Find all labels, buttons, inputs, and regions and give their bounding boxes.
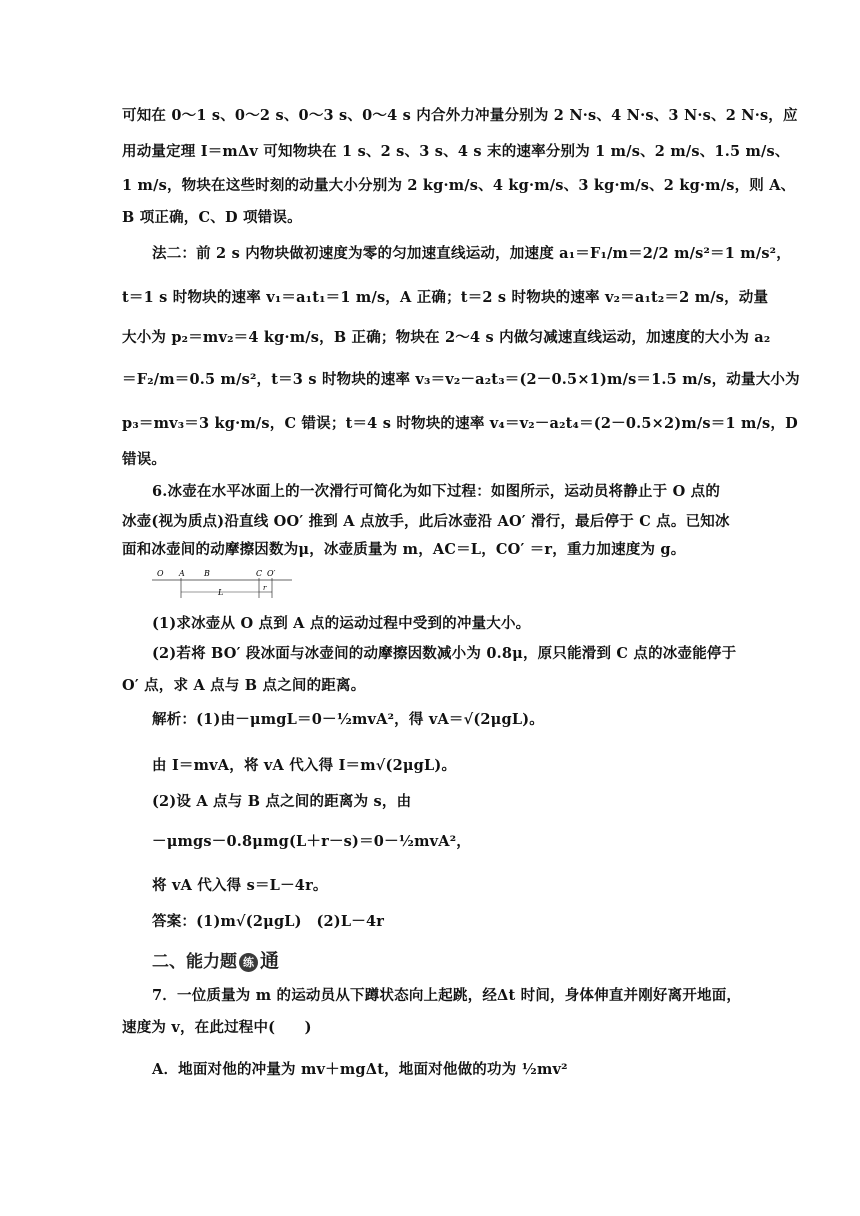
text-line: 6.冰壶在水平冰面上的一次滑行可简化为如下过程：如图所示，运动员将静止于 O 点的 [152,483,721,500]
section-suffix: 通 [260,950,280,972]
text-line: p₃＝mv₃＝3 kg·m/s，C 错误；t＝4 s 时物块的速率 v₄＝v₂－a₂t₄＝(2－0.5×2)m/s＝1 m/s，D [122,415,798,432]
text-line: 解析：(1)由－μmgL＝0－½mvA²，得 vA＝√(2μgL)。 [152,711,544,728]
section-heading [152,946,279,973]
section-badge: 练 [239,953,258,972]
text-line: 由 I＝mvA，将 vA 代入得 I＝m√(2μgL)。 [152,757,457,774]
ice-curling-diagram [152,568,302,600]
text-line: t＝1 s 时物块的速率 v₁＝a₁t₁＝1 m/s，A 正确；t＝2 s 时物块的速率 v₂＝a₁t₂＝2 m/s，动量 [122,289,769,306]
section-prefix: 二、能力题 [152,952,237,972]
text-line: (1)求冰壶从 O 点到 A 点的运动过程中受到的冲量大小。 [152,615,531,632]
text-line: 1 m/s，物块在这些时刻的动量大小分别为 2 kg·m/s、4 kg·m/s、3 kg·m/s、2 kg·m/s，则 A、 [122,177,796,194]
text-line: O′ 点，求 A 点与 B 点之间的距离。 [122,677,366,694]
question-line: 7．一位质量为 m 的运动员从下蹲状态向上起跳，经Δt 时间，身体伸直并刚好离开地面， [152,987,742,1004]
label-r: r [263,584,267,592]
text-line: (2)若将 BO′ 段冰面与冰壶间的动摩擦因数减小为 0.8μ，原只能滑到 C 点的冰壶能停于 [152,645,737,662]
label-B: B [204,569,210,578]
text-line: (2)设 A 点与 B 点之间的距离为 s，由 [152,793,412,810]
text-line: 用动量定理 I＝mΔv 可知物块在 1 s、2 s、3 s、4 s 末的速率分别为 1 m/s、2 m/s、1.5 m/s、 [122,143,790,160]
text-line: 面和冰壶间的动摩擦因数为μ，冰壶质量为 m，AC＝L，CO′ ＝r，重力加速度为 g。 [122,541,686,558]
text-line: 法二：前 2 s 内物块做初速度为零的匀加速直线运动，加速度 a₁＝F₁/m＝2/2 m/s²＝1 m/s²， [152,245,791,262]
text-line: 可知在 0～1 s、0～2 s、0～3 s、0～4 s 内合外力冲量分别为 2 N·s、4 N·s、3 N·s、2 N·s，应 [122,107,798,124]
text-line: B 项正确，C、D 项错误。 [122,209,302,226]
label-L: L [218,588,224,597]
option-a: A．地面对他的冲量为 mv＋mgΔt，地面对他做的功为 ½mv² [152,1061,568,1078]
text-line: ＝F₂/m＝0.5 m/s²，t＝3 s 时物块的速率 v₃＝v₂－a₂t₃＝(2－0.5×1)m/s＝1.5 m/s，动量大小为 [122,371,800,388]
text-line: －μmgs－0.8μmg(L＋r－s)＝0－½mvA²， [152,833,471,850]
answer-line: 答案：(1)m√(2μgL) (2)L－4r [152,913,385,930]
label-A: A [179,569,185,578]
text-line: 大小为 p₂＝mv₂＝4 kg·m/s，B 正确；物块在 2～4 s 内做匀减速直线运动，加速度的大小为 a₂ [122,329,771,346]
label-O-prime: O′ [267,569,276,578]
question-line: 速度为 v，在此过程中( ) [122,1019,312,1036]
label-O: O [157,569,164,578]
text-line: 错误。 [122,451,167,468]
text-line: 冰壶(视为质点)沿直线 OO′ 推到 A 点放手，此后冰壶沿 AO′ 滑行，最后停于 C 点。已知冰 [122,513,730,530]
label-C: C [256,569,263,578]
text-line: 将 vA 代入得 s＝L－4r。 [152,877,328,894]
